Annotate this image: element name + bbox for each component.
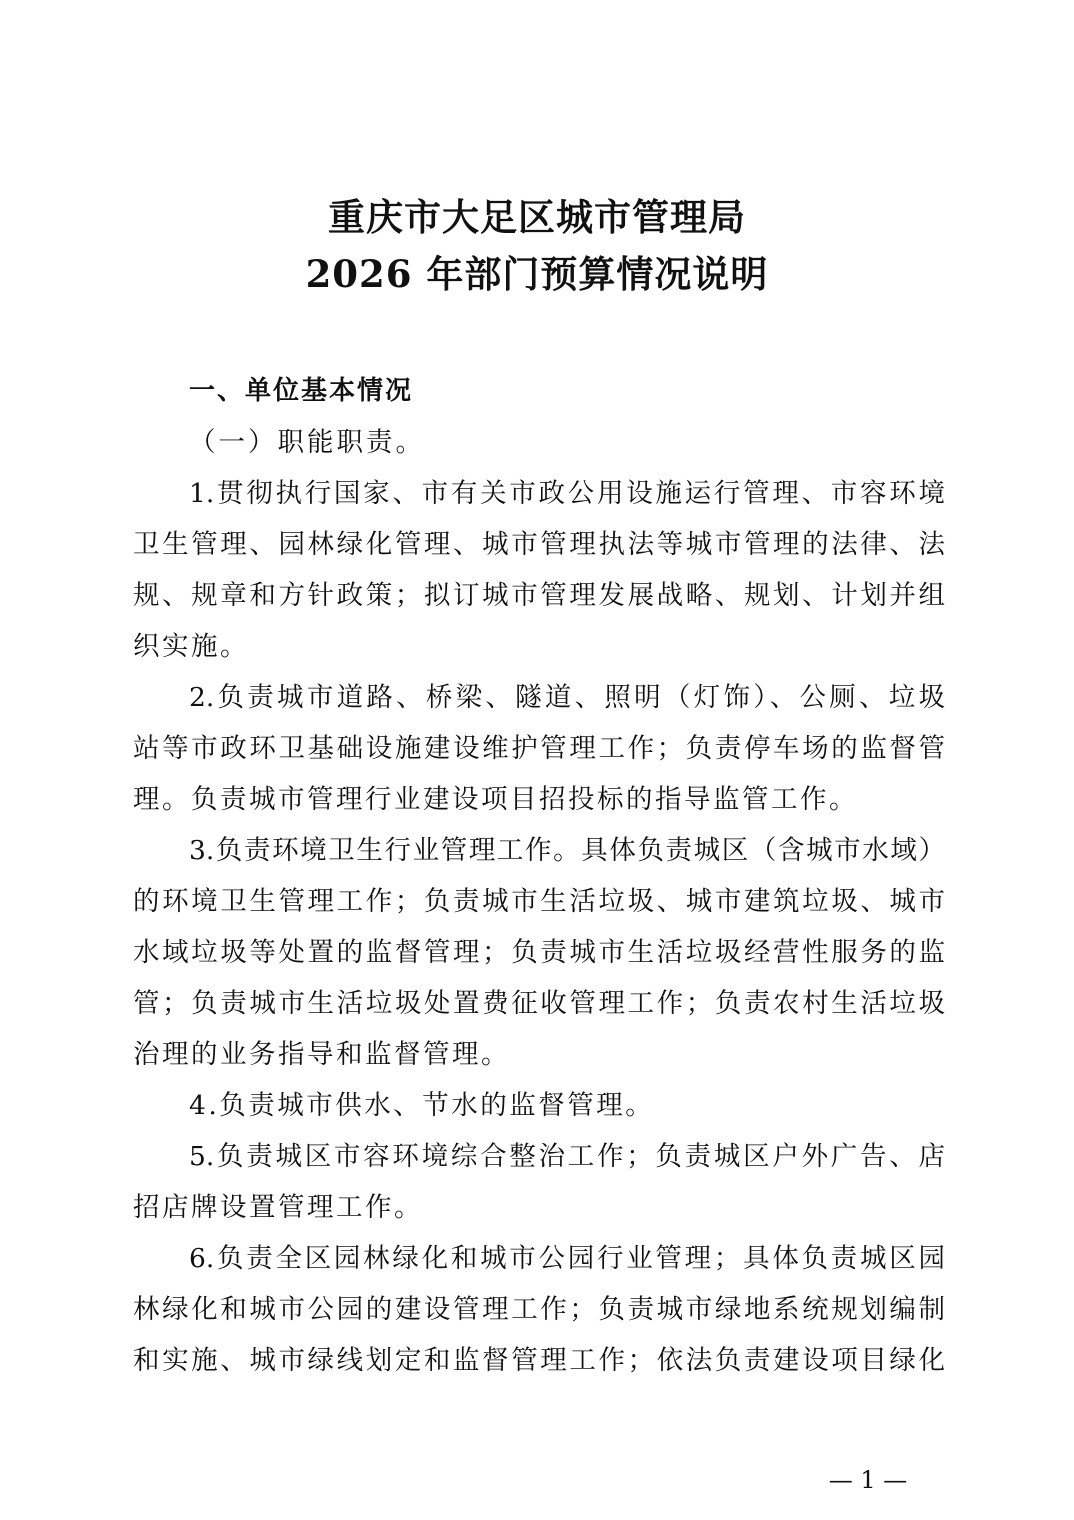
paragraph-line: 卫生管理、园林绿化管理、城市管理执法等城市管理的法律、法 <box>133 529 945 560</box>
paragraph-line: 6.负责全区园林绿化和城市公园行业管理；具体负责城区园 <box>189 1243 945 1274</box>
paragraph-5 <box>133 1131 945 1233</box>
paragraph-line: 3.负责环境卫生行业管理工作。具体负责城区（含城市水域） <box>189 835 945 866</box>
document-title-line-2: 2026 年部门预算情况说明 <box>305 252 769 296</box>
paragraph-line: 管；负责城市生活垃圾处置费征收管理工作；负责农村生活垃圾 <box>133 988 945 1019</box>
paragraph-line: 站等市政环卫基础设施建设维护管理工作；负责停车场的监督管 <box>133 733 945 764</box>
paragraph-line: 治理的业务指导和监督管理。 <box>133 1039 510 1070</box>
paragraph-line: 4.负责城市供水、节水的监督管理。 <box>189 1090 655 1121</box>
paragraph-line: 理。负责城市管理行业建设项目招投标的指导监管工作。 <box>133 784 858 815</box>
document-body <box>133 366 945 1386</box>
paragraph-line: 和实施、城市绿线划定和监督管理工作；依法负责建设项目绿化 <box>133 1345 945 1376</box>
paragraph-line: 织实施。 <box>133 631 249 662</box>
paragraph-line: 规、规章和方针政策；拟订城市管理发展战略、规划、计划并组 <box>133 580 945 611</box>
document-title-line-1: 重庆市大足区城市管理局 <box>328 195 746 239</box>
paragraph-line: 水域垃圾等处置的监督管理；负责城市生活垃圾经营性服务的监 <box>133 937 945 968</box>
paragraph-line: 招店牌设置管理工作。 <box>133 1192 423 1223</box>
section-heading: 一、单位基本情况 <box>189 376 414 406</box>
paragraph-line: 林绿化和城市公园的建设管理工作；负责城市绿地系统规划编制 <box>133 1294 945 1325</box>
paragraph-2 <box>133 672 945 825</box>
paragraph-4 <box>133 1080 945 1131</box>
page-number: — 1 — <box>828 1466 908 1494</box>
paragraph-line: 2.负责城市道路、桥梁、隧道、照明（灯饰）、公厕、垃圾 <box>189 682 945 713</box>
paragraph-line: 的环境卫生管理工作；负责城市生活垃圾、城市建筑垃圾、城市 <box>133 886 945 917</box>
paragraph-line: 5.负责城区市容环境综合整治工作；负责城区户外广告、店 <box>189 1141 945 1172</box>
paragraph-6 <box>133 1233 945 1386</box>
paragraph-line: 1.贯彻执行国家、市有关市政公用设施运行管理、市容环境 <box>189 478 945 509</box>
paragraph-1 <box>133 468 945 672</box>
paragraph-3 <box>133 825 945 1080</box>
subsection-heading: （一）职能职责。 <box>189 427 425 458</box>
